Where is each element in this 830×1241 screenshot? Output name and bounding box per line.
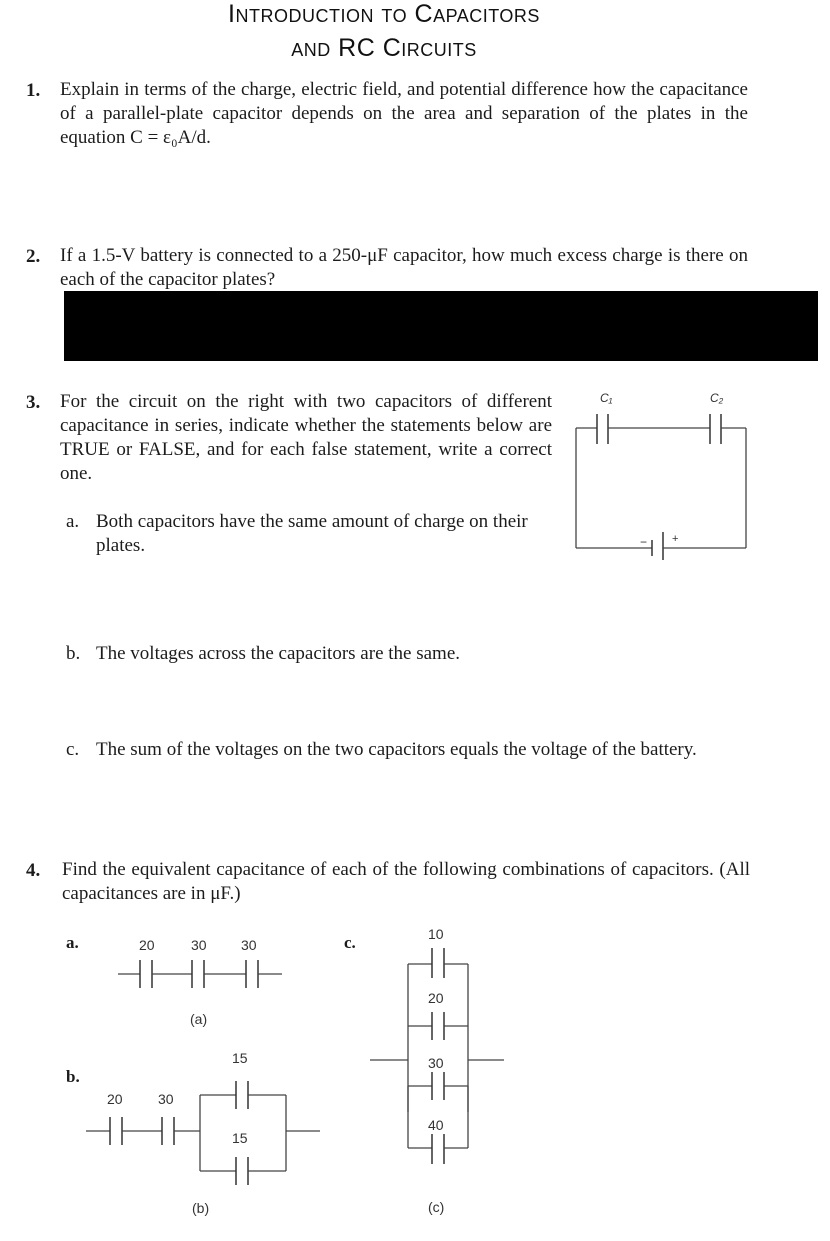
q4c-label: c. [344, 933, 356, 952]
cap-b3-value: 15 [232, 1050, 248, 1066]
circuit-a-caption: (a) [190, 1011, 208, 1027]
series-circuit-diagram [560, 380, 760, 560]
cap-c3-value: 30 [428, 1055, 444, 1071]
q4-number: 4. [26, 860, 41, 881]
cap-c2-value: 20 [428, 990, 444, 1006]
q3c-label: c. [66, 739, 80, 760]
q3a-label: a. [66, 511, 80, 532]
cap-a3-value: 30 [241, 937, 257, 953]
q4-text: Find the equivalent capacitance of each of the following combinations of capacitors. (All capacitances are in μF.) [62, 859, 750, 904]
cap-b4-value: 15 [232, 1130, 248, 1146]
q3c-text: The sum of the voltages on the two capacitors equals the voltage of the battery. [96, 739, 697, 760]
c1-label: C₁ [600, 391, 613, 405]
q1-number: 1. [26, 80, 41, 101]
page-title: Introduction to Capacitors [228, 0, 540, 28]
q1-text: Explain in terms of the charge, electric field, and potential difference how the capacitance of a parallel-plate capacitor depends on the area and separation of the plates in the equation C = ε₀A/d. [60, 79, 748, 148]
circuit-b-caption: (b) [192, 1200, 210, 1216]
q2-number: 2. [26, 246, 41, 267]
q3-text: For the circuit on the right with two capacitors of different capacitance in series, indicate whether the statements below are TRUE or FALSE, and for each false statement, write a correct one. [60, 391, 552, 484]
cap-b2-value: 30 [158, 1091, 174, 1107]
circuit-c-caption: (c) [428, 1199, 445, 1215]
q4a-label: a. [66, 933, 79, 952]
cap-c1-value: 10 [428, 926, 444, 942]
c2-label: C₂ [710, 391, 724, 405]
cap-c4-value: 40 [428, 1117, 444, 1133]
circuit-c-diagram [366, 920, 516, 1220]
cap-b1-value: 20 [107, 1091, 123, 1107]
page-subtitle: and RC Circuits [291, 34, 477, 62]
q3b-label: b. [66, 643, 81, 664]
cap-a1-value: 20 [139, 937, 155, 953]
battery-plus: + [672, 533, 679, 545]
q2-text: If a 1.5-V battery is connected to a 250-μF capacitor, how much excess charge is there on each of the capacitor plates? [60, 245, 748, 290]
redaction-bar [64, 291, 818, 361]
circuit-b-diagram [80, 1045, 330, 1225]
q3-number: 3. [26, 392, 41, 413]
q3b-text: The voltages across the capacitors are the same. [96, 643, 461, 664]
circuit-a-diagram [110, 930, 290, 1030]
battery-minus: − [640, 535, 648, 549]
q3a-text: Both capacitors have the same amount of charge on their plates. [96, 511, 528, 556]
cap-a2-value: 30 [191, 937, 207, 953]
q4b-label: b. [66, 1067, 80, 1086]
